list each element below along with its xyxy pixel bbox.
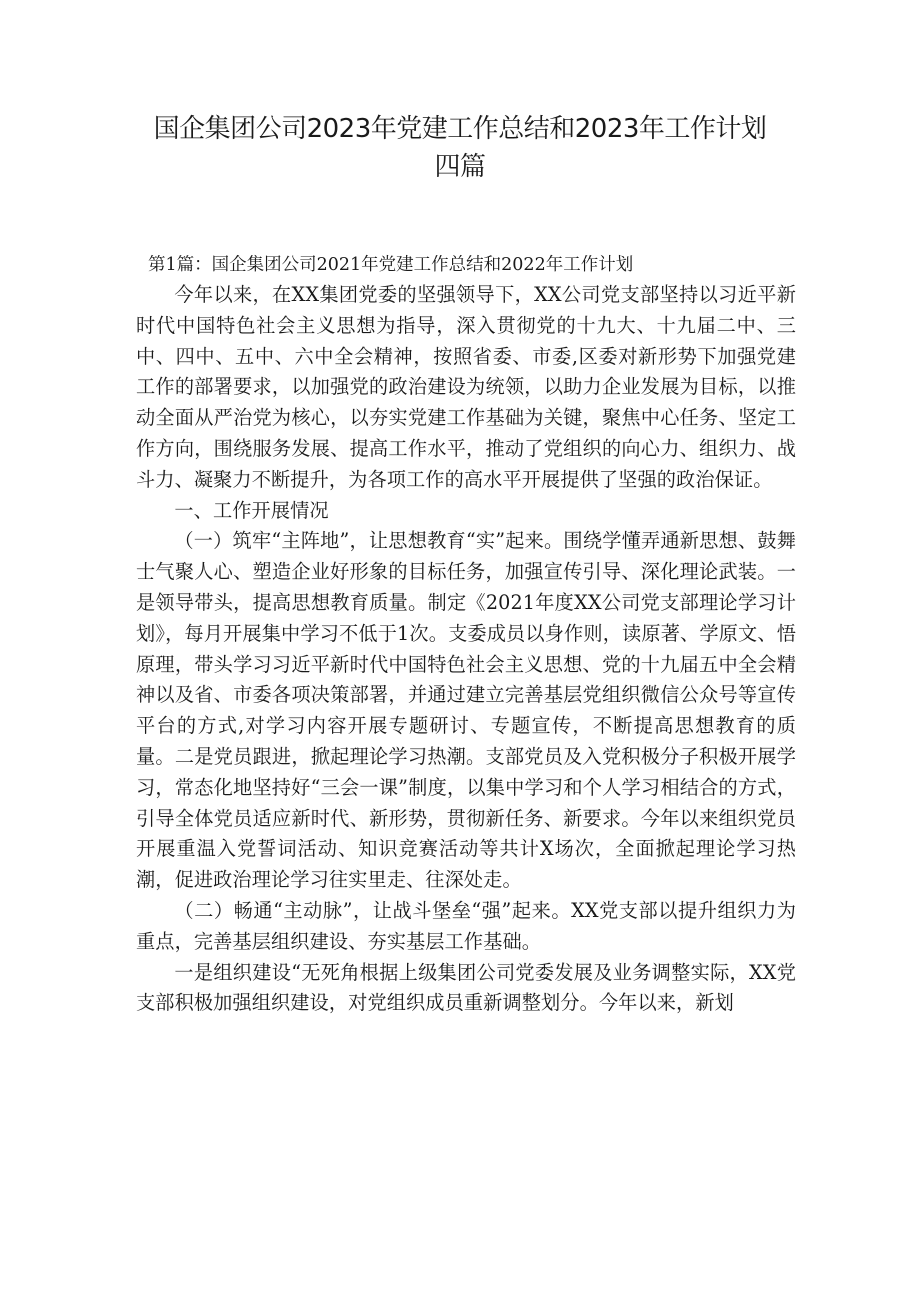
section-heading: 一、工作开展情况 bbox=[174, 498, 329, 522]
document-body bbox=[136, 280, 796, 1019]
title-line-2: 四篇 bbox=[434, 152, 486, 182]
article-heading: 第1篇：国企集团公司2021年党建工作总结和2022年工作计划 bbox=[148, 255, 634, 275]
title-line-1: 国企集团公司2023年党建工作总结和2023年工作计划 bbox=[153, 114, 767, 144]
body-paragraph: （二）畅通“主动脉”，让战斗堡垒“强”起来。XX党支部以提升组织力为重点，完善基层组织建设、夯实基层工作基础。 bbox=[136, 898, 796, 953]
document-title bbox=[140, 110, 780, 186]
body-paragraph: （一）筑牢“主阵地”，让思想教育“实”起来。围绕学懂弄通新思想、鼓舞士气聚人心、塑造企业好形象的目标任务，加强宣传引导、深化理论武装。一是领导带头，提高思想教育质量。制定《2021年度XX公司党支部理论学习计划》，每月开展集中学习不低于1次。支委成员以身作则，读原著、学原文、悟原理，带头学习习近平新时代中国特色社会主义思想、党的十九届五中全会精神以及省、市委各项决策部署，并通过建立完善基层党组织微信公众号等宣传平台的方式,对学习内容开展专题研讨、专题宣传，不断提高思想教育的质量。二是党员跟进，掀起理论学习热潮。支部党员及入党积极分子积极开展学习，常态化地坚持好“三会一课”制度，以集中学习和个人学习相结合的方式，引导全体党员适应新时代、新形势，贯彻新任务、新要求。今年以来组织党员开展重温入党誓词活动、知识竞赛活动等共计X场次，全面掀起理论学习热潮，促进政治理论学习往实里走、往深处走。 bbox=[136, 529, 796, 892]
body-paragraph: 一是组织建设“无死角根据上级集团公司党委发展及业务调整实际，XX党支部积极加强组织建设，对党组织成员重新调整划分。今年以来，新划 bbox=[136, 960, 796, 1015]
intro-paragraph: 今年以来，在XX集团党委的坚强领导下，XX公司党支部坚持以习近平新时代中国特色社会主义思想为指导，深入贯彻党的十九大、十九届二中、三中、四中、五中、六中全会精神，按照省委、市委,区委对新形势下加强党建工作的部署要求，以加强党的政治建设为统领，以助力企业发展为目标，以推动全面从严治党为核心，以夯实党建工作基础为关键，聚焦中心任务、坚定工作方向，围绕服务发展、提高工作水平，推动了党组织的向心力、组织力、战斗力、凝聚力不断提升，为各项工作的高水平开展提供了坚强的政治保证。 bbox=[136, 283, 796, 491]
